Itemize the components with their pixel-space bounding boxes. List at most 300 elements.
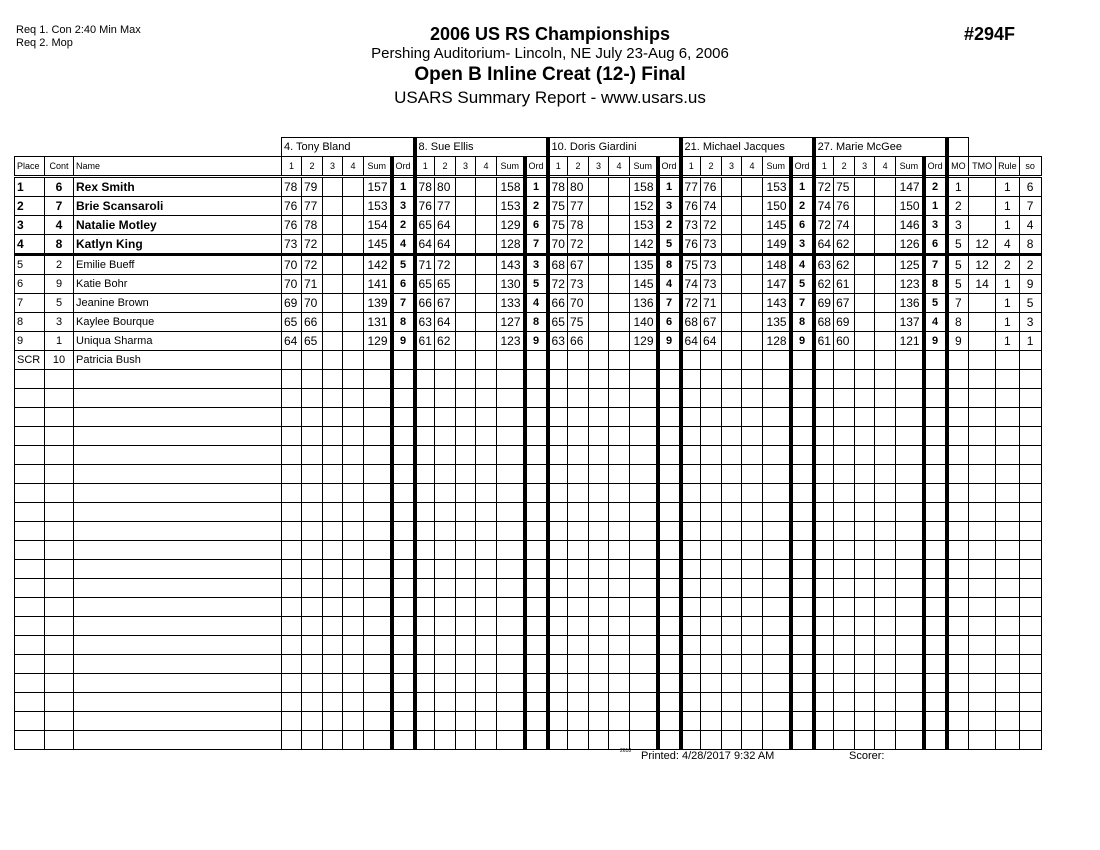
col-header-sum: Sum — [763, 157, 791, 177]
empty-cell — [875, 427, 896, 446]
empty-cell — [392, 389, 415, 408]
ordinal-cell: 6 — [791, 216, 814, 235]
score-2-cell: 76 — [701, 177, 722, 197]
empty-cell — [45, 408, 74, 427]
empty-cell — [701, 731, 722, 750]
empty-cell — [282, 712, 302, 731]
empty-cell — [701, 674, 722, 693]
empty-cell — [630, 693, 658, 712]
empty-cell — [456, 560, 476, 579]
mo-cell: 5 — [947, 275, 969, 294]
empty-cell — [924, 541, 947, 560]
empty-cell — [392, 617, 415, 636]
score-1-cell: 75 — [548, 197, 568, 216]
empty-cell — [589, 370, 609, 389]
empty-cell — [435, 465, 456, 484]
mo-cell: 8 — [947, 313, 969, 332]
score-4-cell — [476, 197, 497, 216]
sum-cell: 143 — [763, 294, 791, 313]
score-3-cell — [589, 255, 609, 275]
sum-cell: 153 — [364, 197, 392, 216]
empty-cell — [74, 674, 282, 693]
score-1-cell: 69 — [282, 294, 302, 313]
title-block — [300, 24, 800, 109]
empty-cell — [415, 655, 435, 674]
empty-cell — [45, 617, 74, 636]
empty-cell — [630, 731, 658, 750]
so-cell: 9 — [1019, 275, 1041, 294]
score-4-cell — [875, 197, 896, 216]
empty-cell — [282, 731, 302, 750]
score-2-cell: 72 — [701, 216, 722, 235]
empty-cell — [855, 560, 875, 579]
empty-cell — [323, 655, 343, 674]
rule-cell: 1 — [996, 313, 1020, 332]
rule-cell: 4 — [996, 235, 1020, 255]
empty-cell — [947, 636, 969, 655]
empty-cell — [1019, 598, 1041, 617]
empty-cell — [392, 465, 415, 484]
empty-cell — [875, 484, 896, 503]
empty-cell — [791, 617, 814, 636]
empty-cell — [763, 712, 791, 731]
score-3-cell — [323, 177, 343, 197]
judge-name-1: 4. Tony Bland — [282, 138, 415, 157]
empty-cell — [969, 408, 996, 427]
empty-cell — [896, 541, 924, 560]
empty-cell — [282, 370, 302, 389]
skater-name-cell: Patricia Bush — [74, 351, 282, 370]
empty-cell — [701, 370, 722, 389]
empty-cell — [896, 636, 924, 655]
scorer-label: Scorer: — [849, 750, 885, 762]
col-header-s3: 3 — [589, 157, 609, 177]
empty-cell — [302, 712, 323, 731]
empty-cell — [589, 693, 609, 712]
empty-cell — [1019, 655, 1041, 674]
empty-cell — [548, 484, 568, 503]
empty-cell — [589, 712, 609, 731]
so-cell — [1019, 351, 1041, 370]
empty-cell — [763, 541, 791, 560]
empty-cell — [630, 427, 658, 446]
empty-cell — [323, 560, 343, 579]
empty-cell — [415, 427, 435, 446]
empty-cell — [722, 408, 742, 427]
empty-cell — [855, 731, 875, 750]
empty-cell — [302, 693, 323, 712]
score-4-cell — [875, 216, 896, 235]
empty-cell — [681, 560, 701, 579]
empty-cell — [609, 446, 630, 465]
empty-cell — [302, 636, 323, 655]
empty-cell — [548, 712, 568, 731]
empty-cell — [74, 503, 282, 522]
score-4-cell — [875, 332, 896, 351]
empty-cell — [343, 427, 364, 446]
empty-cell — [343, 731, 364, 750]
empty-row — [15, 560, 1042, 579]
empty-cell — [1019, 522, 1041, 541]
tmo-cell — [969, 294, 996, 313]
empty-cell — [791, 370, 814, 389]
score-4-cell — [609, 313, 630, 332]
empty-cell — [763, 389, 791, 408]
empty-cell — [497, 617, 525, 636]
score-2-cell: 70 — [302, 294, 323, 313]
empty-cell — [996, 408, 1020, 427]
empty-cell — [742, 693, 763, 712]
empty-cell — [392, 408, 415, 427]
col-header-ord: Ord — [791, 157, 814, 177]
empty-cell — [74, 408, 282, 427]
sum-cell: 158 — [497, 177, 525, 197]
score-4-cell — [476, 177, 497, 197]
empty-cell — [282, 503, 302, 522]
empty-cell — [630, 560, 658, 579]
empty-cell — [343, 693, 364, 712]
empty-cell — [415, 503, 435, 522]
empty-cell — [548, 408, 568, 427]
score-3-cell — [589, 275, 609, 294]
empty-cell — [701, 598, 722, 617]
empty-cell — [525, 636, 548, 655]
empty-cell — [1019, 465, 1041, 484]
empty-cell — [855, 484, 875, 503]
empty-cell — [364, 427, 392, 446]
empty-cell — [435, 560, 456, 579]
empty-cell — [525, 446, 548, 465]
empty-cell — [681, 674, 701, 693]
empty-cell — [658, 560, 681, 579]
empty-cell — [476, 484, 497, 503]
empty-cell — [323, 617, 343, 636]
empty-cell — [681, 503, 701, 522]
score-1-cell: 76 — [681, 235, 701, 255]
col-header-s3: 3 — [722, 157, 742, 177]
empty-cell — [681, 484, 701, 503]
empty-cell — [814, 522, 834, 541]
score-4-cell — [343, 216, 364, 235]
empty-cell — [497, 541, 525, 560]
empty-cell — [435, 427, 456, 446]
empty-cell — [343, 712, 364, 731]
empty-cell — [834, 579, 855, 598]
sum-cell — [364, 351, 392, 370]
empty-cell — [415, 598, 435, 617]
score-4-cell — [875, 177, 896, 197]
score-3-cell — [855, 235, 875, 255]
empty-cell — [323, 579, 343, 598]
score-2-cell: 61 — [834, 275, 855, 294]
empty-cell — [282, 636, 302, 655]
place-cell: 4 — [15, 235, 45, 255]
empty-cell — [282, 617, 302, 636]
empty-cell — [15, 617, 45, 636]
empty-cell — [74, 484, 282, 503]
empty-cell — [343, 674, 364, 693]
empty-cell — [364, 446, 392, 465]
score-1-cell: 70 — [282, 255, 302, 275]
empty-cell — [415, 674, 435, 693]
empty-cell — [855, 389, 875, 408]
result-row — [15, 294, 1042, 313]
empty-cell — [681, 579, 701, 598]
score-3-cell — [722, 294, 742, 313]
score-4-cell — [742, 197, 763, 216]
score-3-cell — [456, 351, 476, 370]
empty-cell — [364, 560, 392, 579]
empty-cell — [548, 427, 568, 446]
empty-cell — [525, 408, 548, 427]
sum-cell — [630, 351, 658, 370]
empty-cell — [476, 712, 497, 731]
score-1-cell: 73 — [681, 216, 701, 235]
empty-cell — [45, 636, 74, 655]
empty-cell — [791, 389, 814, 408]
score-1-cell: 64 — [814, 235, 834, 255]
score-1-cell: 64 — [681, 332, 701, 351]
sum-cell: 141 — [364, 275, 392, 294]
empty-cell — [947, 465, 969, 484]
results-table — [14, 137, 1042, 750]
empty-cell — [681, 731, 701, 750]
empty-cell — [681, 655, 701, 674]
empty-cell — [415, 522, 435, 541]
empty-cell — [302, 731, 323, 750]
empty-cell — [681, 446, 701, 465]
empty-cell — [497, 731, 525, 750]
empty-cell — [15, 427, 45, 446]
empty-cell — [323, 636, 343, 655]
place-cell: 3 — [15, 216, 45, 235]
sum-cell: 136 — [630, 294, 658, 313]
empty-cell — [364, 731, 392, 750]
empty-cell — [456, 522, 476, 541]
empty-cell — [323, 712, 343, 731]
empty-cell — [924, 693, 947, 712]
score-4-cell — [609, 235, 630, 255]
empty-cell — [15, 636, 45, 655]
empty-cell — [896, 655, 924, 674]
empty-cell — [435, 579, 456, 598]
empty-cell — [630, 389, 658, 408]
empty-cell — [435, 636, 456, 655]
empty-cell — [814, 465, 834, 484]
col-header-sum: Sum — [630, 157, 658, 177]
empty-cell — [456, 655, 476, 674]
empty-cell — [589, 598, 609, 617]
empty-cell — [814, 636, 834, 655]
empty-cell — [701, 636, 722, 655]
empty-cell — [722, 389, 742, 408]
empty-cell — [947, 446, 969, 465]
score-3-cell — [722, 275, 742, 294]
empty-cell — [814, 370, 834, 389]
empty-cell — [763, 674, 791, 693]
skater-name-cell: Natalie Motley — [74, 216, 282, 235]
empty-cell — [791, 731, 814, 750]
col-header-ord: Ord — [525, 157, 548, 177]
empty-cell — [45, 731, 74, 750]
empty-cell — [742, 408, 763, 427]
empty-cell — [282, 389, 302, 408]
empty-cell — [1019, 389, 1041, 408]
empty-cell — [791, 522, 814, 541]
col-header-s4: 4 — [742, 157, 763, 177]
empty-row — [15, 446, 1042, 465]
empty-cell — [1019, 674, 1041, 693]
empty-cell — [15, 465, 45, 484]
col-header-s1: 1 — [814, 157, 834, 177]
ordinal-cell — [525, 351, 548, 370]
result-row — [15, 235, 1042, 255]
empty-cell — [896, 465, 924, 484]
empty-cell — [497, 370, 525, 389]
empty-cell — [742, 617, 763, 636]
tmo-cell — [969, 197, 996, 216]
empty-cell — [343, 522, 364, 541]
empty-cell — [609, 579, 630, 598]
empty-cell — [969, 617, 996, 636]
ordinal-cell: 3 — [658, 197, 681, 216]
score-3-cell — [589, 332, 609, 351]
col-header-s1: 1 — [681, 157, 701, 177]
empty-cell — [630, 598, 658, 617]
empty-cell — [924, 579, 947, 598]
championship-title: 2006 US RS Championships — [429, 24, 671, 44]
empty-cell — [302, 617, 323, 636]
judge-name-2: 8. Sue Ellis — [415, 138, 548, 157]
rule-cell: 1 — [996, 294, 1020, 313]
empty-cell — [996, 636, 1020, 655]
score-3-cell — [456, 235, 476, 255]
empty-cell — [630, 446, 658, 465]
empty-cell — [435, 522, 456, 541]
empty-cell — [834, 522, 855, 541]
empty-cell — [996, 522, 1020, 541]
empty-cell — [658, 617, 681, 636]
sum-cell: 148 — [763, 255, 791, 275]
empty-cell — [722, 484, 742, 503]
score-4-cell — [343, 332, 364, 351]
empty-cell — [476, 598, 497, 617]
score-4-cell — [476, 255, 497, 275]
score-4-cell — [476, 332, 497, 351]
empty-cell — [1019, 541, 1041, 560]
empty-cell — [763, 484, 791, 503]
empty-cell — [589, 617, 609, 636]
empty-cell — [834, 693, 855, 712]
empty-cell — [497, 655, 525, 674]
result-row — [15, 197, 1042, 216]
empty-cell — [969, 522, 996, 541]
score-3-cell — [456, 275, 476, 294]
score-2-cell: 73 — [701, 255, 722, 275]
report-code: 2618 — [620, 748, 632, 754]
ordinal-cell: 1 — [924, 197, 947, 216]
score-3-cell — [323, 255, 343, 275]
empty-cell — [476, 446, 497, 465]
empty-cell — [969, 465, 996, 484]
empty-cell — [435, 617, 456, 636]
col-header-s1: 1 — [548, 157, 568, 177]
score-2-cell: 65 — [435, 275, 456, 294]
score-3-cell — [323, 197, 343, 216]
empty-cell — [364, 636, 392, 655]
empty-cell — [589, 446, 609, 465]
empty-cell — [525, 522, 548, 541]
empty-cell — [814, 693, 834, 712]
mo-cell — [947, 351, 969, 370]
empty-cell — [896, 370, 924, 389]
empty-cell — [1019, 408, 1041, 427]
score-2-cell — [435, 351, 456, 370]
empty-cell — [722, 598, 742, 617]
empty-cell — [456, 617, 476, 636]
empty-cell — [855, 446, 875, 465]
empty-cell — [630, 636, 658, 655]
score-2-cell: 67 — [834, 294, 855, 313]
ordinal-cell: 4 — [525, 294, 548, 313]
score-4-cell — [742, 294, 763, 313]
empty-cell — [497, 598, 525, 617]
empty-cell — [609, 484, 630, 503]
col-header-ord: Ord — [392, 157, 415, 177]
empty-cell — [658, 655, 681, 674]
empty-cell — [609, 731, 630, 750]
ordinal-cell: 4 — [924, 313, 947, 332]
empty-cell — [791, 465, 814, 484]
empty-row — [15, 370, 1042, 389]
ordinal-cell: 5 — [791, 275, 814, 294]
so-cell: 5 — [1019, 294, 1041, 313]
empty-cell — [996, 617, 1020, 636]
empty-cell — [855, 712, 875, 731]
empty-cell — [701, 427, 722, 446]
empty-cell — [969, 712, 996, 731]
empty-cell — [763, 636, 791, 655]
empty-cell — [996, 655, 1020, 674]
empty-cell — [791, 484, 814, 503]
score-3-cell — [855, 197, 875, 216]
mo-cell: 5 — [947, 235, 969, 255]
empty-cell — [609, 427, 630, 446]
empty-cell — [658, 446, 681, 465]
empty-cell — [392, 712, 415, 731]
empty-cell — [323, 465, 343, 484]
score-4-cell — [742, 332, 763, 351]
empty-cell — [323, 541, 343, 560]
empty-cell — [609, 712, 630, 731]
empty-cell — [722, 693, 742, 712]
empty-cell — [45, 541, 74, 560]
empty-cell — [589, 560, 609, 579]
score-2-cell: 62 — [435, 332, 456, 351]
empty-cell — [415, 541, 435, 560]
empty-cell — [658, 408, 681, 427]
empty-cell — [969, 636, 996, 655]
score-1-cell: 66 — [548, 294, 568, 313]
empty-cell — [681, 712, 701, 731]
empty-cell — [969, 389, 996, 408]
empty-cell — [364, 693, 392, 712]
score-1-cell: 72 — [548, 275, 568, 294]
empty-cell — [282, 522, 302, 541]
place-cell: 2 — [15, 197, 45, 216]
empty-cell — [415, 465, 435, 484]
empty-cell — [589, 636, 609, 655]
